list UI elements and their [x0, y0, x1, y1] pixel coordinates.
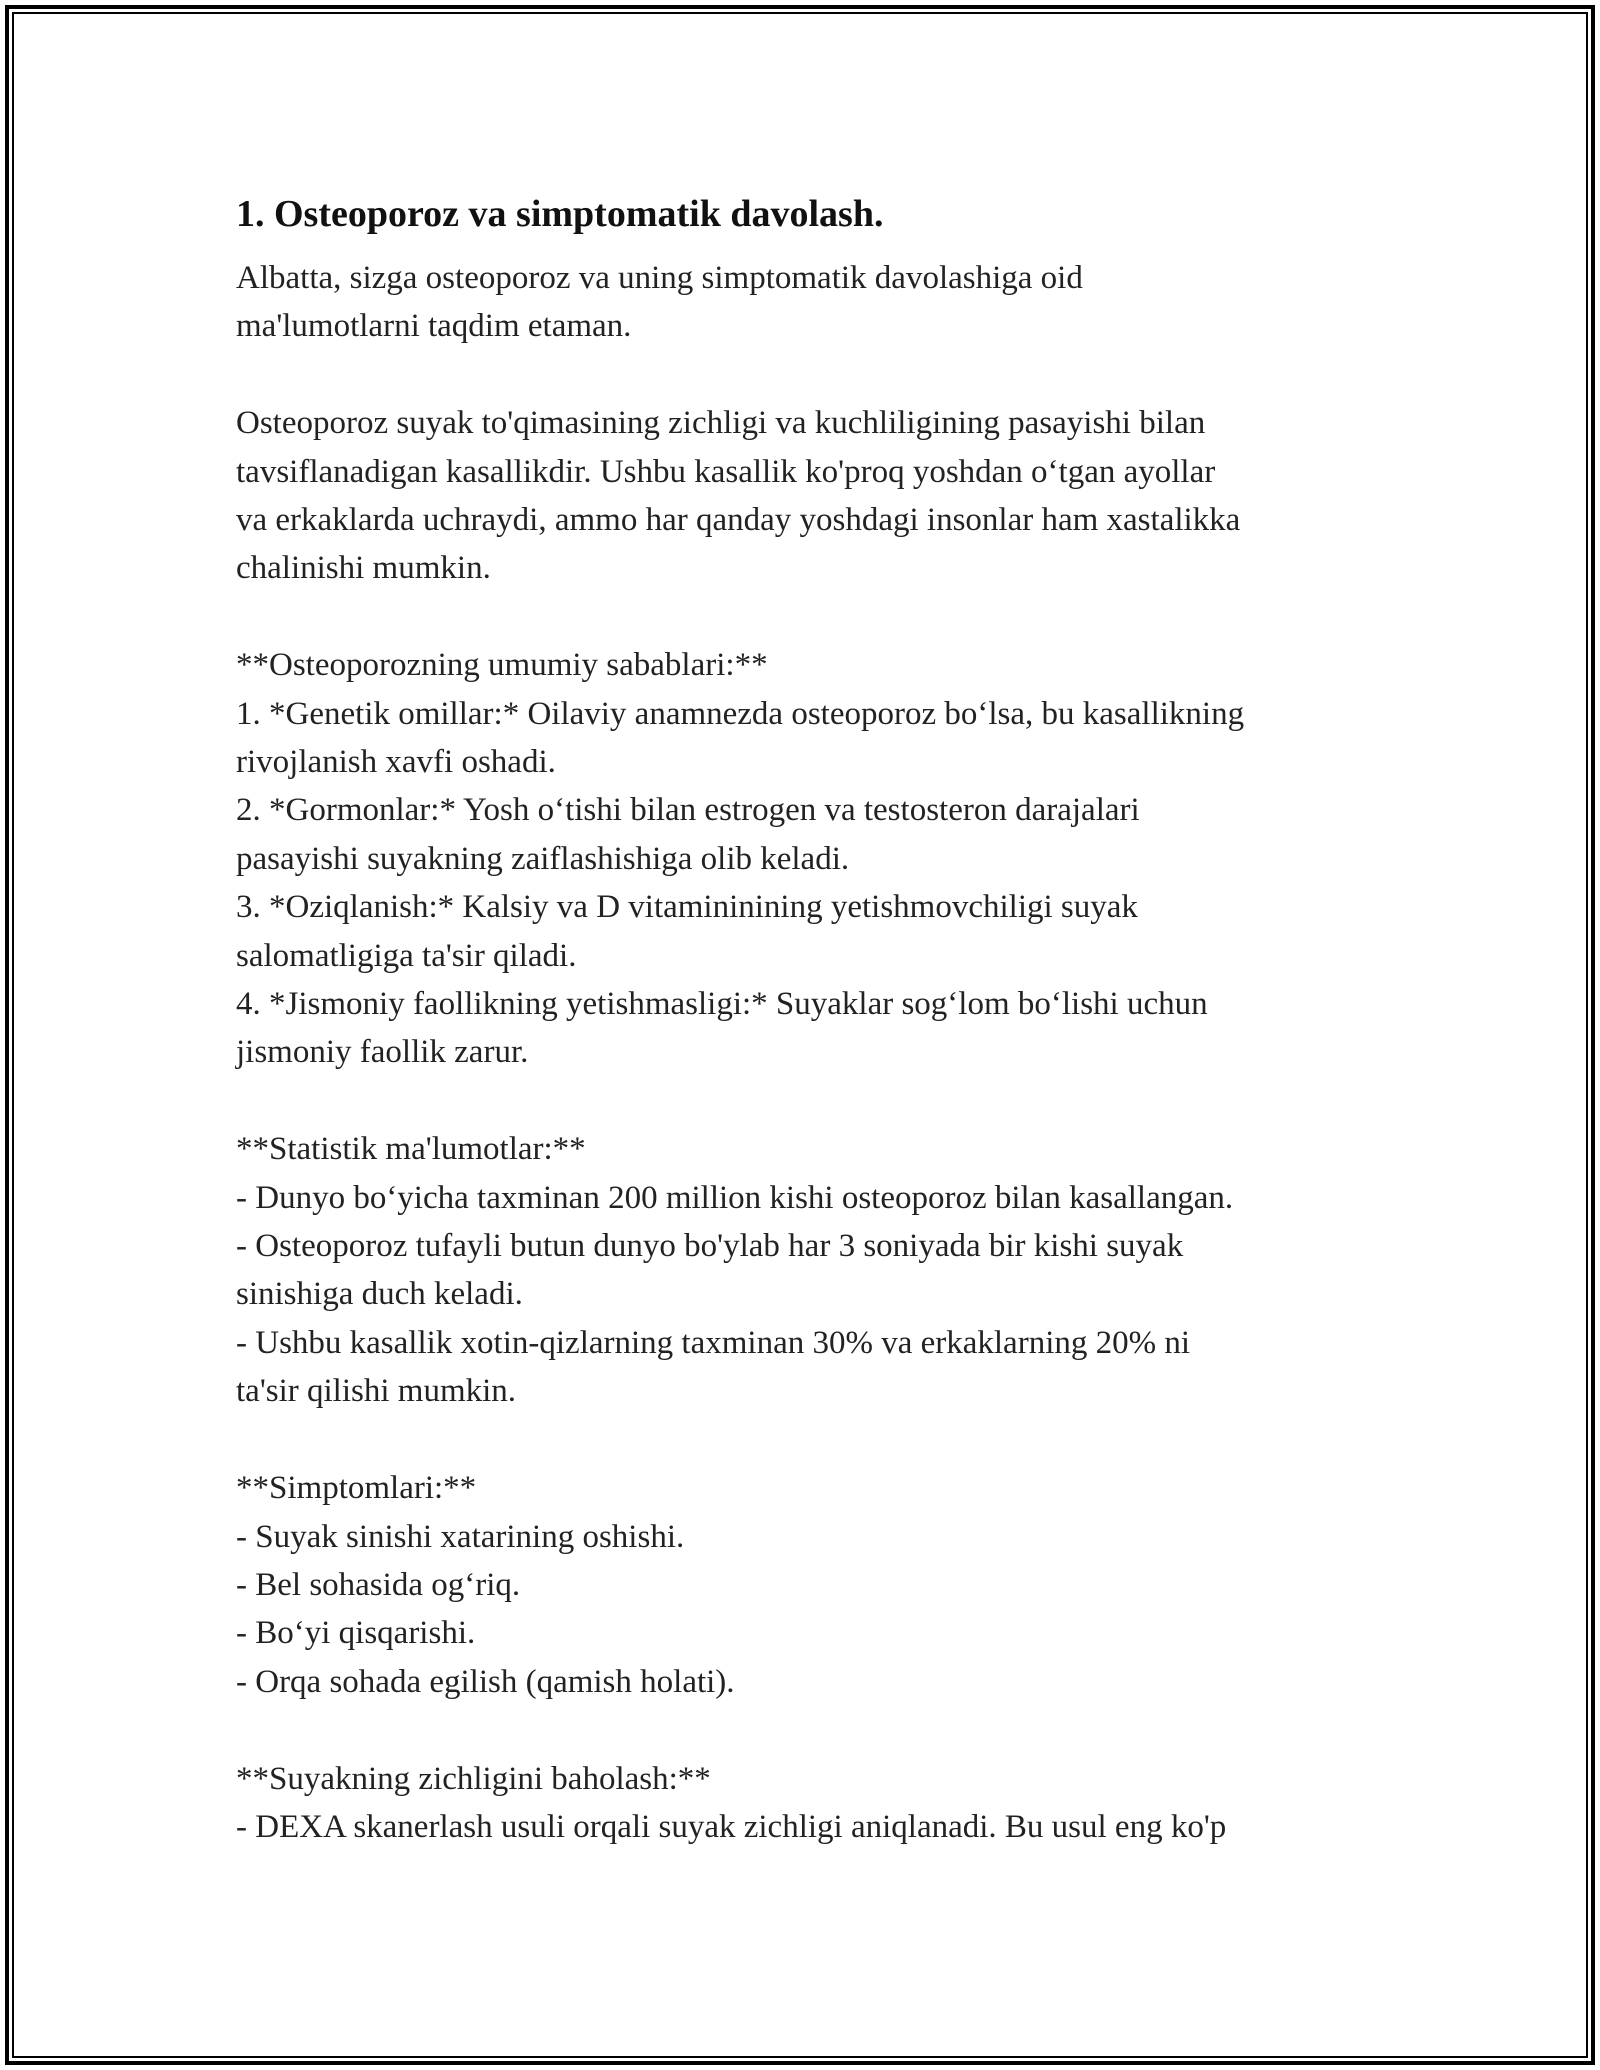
text-line: va erkaklarda uchraydi, ammo har qanday yoshdagi insonlar ham xastalikka	[236, 502, 1241, 539]
text-line: tavsiflanadigan kasallikdir. Ushbu kasallik ko'proq yoshdan o‘tgan ayollar	[236, 453, 1216, 490]
text-line: **Statistik ma'lumotlar:**	[236, 1131, 586, 1168]
text-line: ta'sir qilishi mumkin.	[236, 1373, 517, 1410]
text-line: - Osteoporoz tufayli butun dunyo bo'ylab har 3 soniyada bir kishi suyak	[236, 1228, 1184, 1265]
text-line: - DEXA skanerlash usuli orqali suyak zichligi aniqlanadi. Bu usul eng ko'p	[236, 1808, 1227, 1845]
text-line: 4. *Jismoniy faollikning yetishmasligi:* Suyaklar sog‘lom bo‘lishi uchun	[236, 986, 1208, 1023]
blank-line	[236, 1416, 1396, 1464]
blank-line	[236, 351, 1396, 399]
text-line: - Suyak sinishi xatarining oshishi.	[236, 1518, 685, 1555]
text-line: **Simptomlari:**	[236, 1470, 477, 1507]
text-line: 3. *Oziqlanish:* Kalsiy va D vitamininining yetishmovchiligi suyak	[236, 889, 1138, 926]
text-line: pasayishi suyakning zaiflashishiga olib keladi.	[236, 840, 850, 877]
text-line: 2. *Gormonlar:* Yosh o‘tishi bilan estrogen va testosteron darajalari	[236, 792, 1140, 829]
document-title: 1. Osteoporoz va simptomatik davolash.	[236, 193, 884, 235]
text-line: sinishiga duch keladi.	[236, 1276, 523, 1313]
text-line: jismoniy faollik zarur.	[236, 1034, 529, 1071]
document-body	[236, 188, 1396, 1851]
text-line: Osteoporoz suyak to'qimasining zichligi va kuchliligining pasayishi bilan	[236, 405, 1206, 442]
text-line: - Ushbu kasallik xotin-qizlarning taxminan 30% va erkaklarning 20% ni	[236, 1324, 1191, 1361]
text-line: - Bel sohasida og‘riq.	[236, 1566, 521, 1603]
blank-line	[236, 1077, 1396, 1125]
document-text	[236, 254, 1396, 1851]
text-line: **Suyakning zichligini baholash:**	[236, 1760, 711, 1797]
text-line: - Bo‘yi qisqarishi.	[236, 1615, 476, 1652]
blank-line	[236, 593, 1396, 641]
text-line: chalinishi mumkin.	[236, 550, 491, 587]
text-line: salomatligiga ta'sir qiladi.	[236, 937, 577, 974]
text-line: - Orqa sohada egilish (qamish holati).	[236, 1663, 735, 1700]
text-line: - Dunyo bo‘yicha taxminan 200 million kishi osteoporoz bilan kasallangan.	[236, 1179, 1234, 1216]
blank-line	[236, 1706, 1396, 1754]
text-line: rivojlanish xavfi oshadi.	[236, 744, 556, 781]
text-line: ma'lumotlarni taqdim etaman.	[236, 308, 632, 345]
text-line: Albatta, sizga osteoporoz va uning simptomatik davolashiga oid	[236, 260, 1083, 296]
text-line: **Osteoporozning umumiy sabablari:**	[236, 647, 768, 684]
text-line: 1. *Genetik omillar:* Oilaviy anamnezda osteoporoz bo‘lsa, bu kasallikning	[236, 695, 1245, 732]
